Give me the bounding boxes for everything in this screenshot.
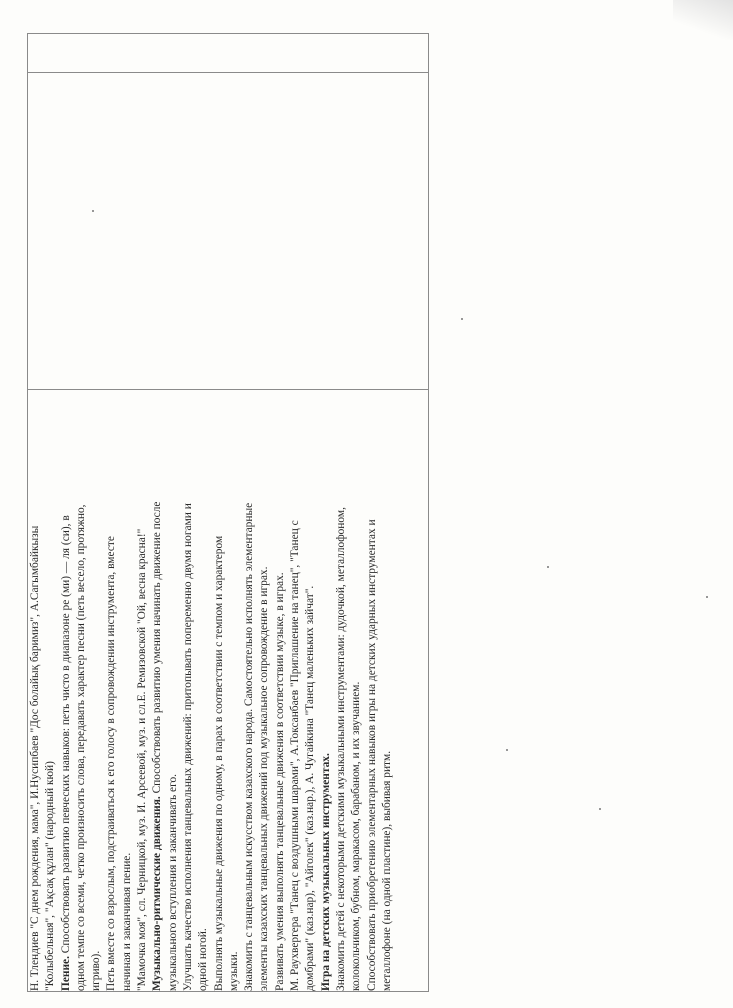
line-text: Способствовать приобретению элементарных навыков игры на детских ударных инструментах и (365, 519, 378, 991)
text-line (181, 390, 196, 991)
text-line (365, 390, 380, 991)
text-line (212, 390, 227, 991)
section-heading: Музыкально-ритмические движения. (151, 796, 164, 991)
scan-shadow (673, 0, 733, 40)
line-text: Н. Тлендиев "С днем рождения, мама", И.Нусипбаев "Дос болайық баримиз", А.Сагымбайкызы (29, 525, 41, 991)
scan-speck (547, 566, 549, 568)
line-text: М. Раухвергера "Танец с воздушными шарами", А.Токсанбаев "Приглашение на танец", "Танец с (289, 520, 302, 991)
line-text: музыкального вступления и заканчивать его. (166, 773, 179, 991)
text-line (303, 390, 318, 991)
text-line (334, 390, 349, 991)
line-text: Способствовать развитию умения начинать движение после (151, 501, 164, 797)
content-text (28, 390, 395, 991)
line-text: Развивать умения выполнять танцевальные движения в соответствии музыке, в играх. (273, 572, 286, 991)
text-line (319, 390, 334, 991)
text-line (257, 390, 272, 991)
text-line (196, 390, 211, 991)
scan-speck (461, 318, 463, 320)
line-text: Знакомить детей с некоторыми детскими музыкальными инструментами: дудочкой, металлофоном, (334, 507, 347, 991)
line-text: "Мамочка моя", сл. Черницкой, муз. И. Арсеевой, муз. и сл.Е. Ремизовской "Ой, весна красна!" (136, 528, 149, 991)
text-line (120, 390, 135, 991)
rotated-table-frame (27, 37, 429, 992)
text-line (89, 390, 104, 991)
line-text: Знакомить с танцевальным искусством казахского народа. Самостоятельно исполнять элементарные (243, 502, 256, 991)
line-text: элементы казахских танцевальных движений под музыкальное сопровождение в играх. (258, 566, 271, 991)
line-text: "Колыбельная", "Ақсақ құлан" (народный кюй) (44, 761, 57, 991)
text-line (273, 390, 288, 991)
line-text: Петь вместе со взрослым, подстраиваться к его голосу в сопровождении инструмента, вместе (105, 536, 118, 991)
line-text: Способствовать развитию певческих навыков: петь чисто в диапазоне ре (ми) — ля (си), в (59, 515, 72, 957)
scan-speck (599, 808, 601, 810)
scan-speck (706, 596, 708, 598)
line-text: одном темпе со всеми, четко произносить слова, передавать характер песни (петь весело, протяжно, (74, 504, 87, 991)
line-text: металлофоне (на одной пластине), выбивая ритм. (380, 750, 393, 991)
text-line (74, 390, 89, 991)
empty-cell (28, 34, 429, 73)
section-heading: Пение. (59, 956, 72, 991)
text-line (43, 390, 58, 991)
content-cell (28, 390, 429, 992)
line-text: домбрами" (каз.нар), "Айголек" (каз.нар.), А. Чугайкина "Танец маленьких зайчат". (304, 585, 317, 991)
text-line (288, 390, 303, 991)
text-line (28, 390, 43, 991)
text-line (59, 390, 74, 991)
section-heading: Игра на детских музыкальных инструментах. (319, 753, 332, 991)
line-text: игриво). (90, 950, 103, 991)
text-line (150, 390, 165, 991)
text-line (242, 390, 257, 991)
text-line (135, 390, 150, 991)
text-line (104, 390, 119, 991)
empty-cell (28, 73, 429, 390)
text-line (227, 390, 242, 991)
line-text: музыки. (227, 951, 240, 991)
text-line (349, 390, 364, 991)
scan-speck (506, 749, 508, 751)
line-text: Улучшать качество исполнения танцевальных движений: притопывать попеременно двумя ногами и (181, 503, 194, 991)
line-text: начиная и заканчивая пение. (120, 852, 133, 991)
curriculum-table (27, 33, 429, 992)
line-text: одной ногой. (197, 928, 210, 991)
rotated-table-content (27, 37, 429, 992)
line-text: колокольчиком, бубном, маракасом, барабаном, и их звучанием. (350, 681, 363, 991)
table-row (28, 34, 429, 992)
line-text: Выполнять музыкальные движения по одному, в парах в соответствии с темпом и характером (212, 535, 225, 991)
text-line (380, 390, 395, 991)
text-line (166, 390, 181, 991)
